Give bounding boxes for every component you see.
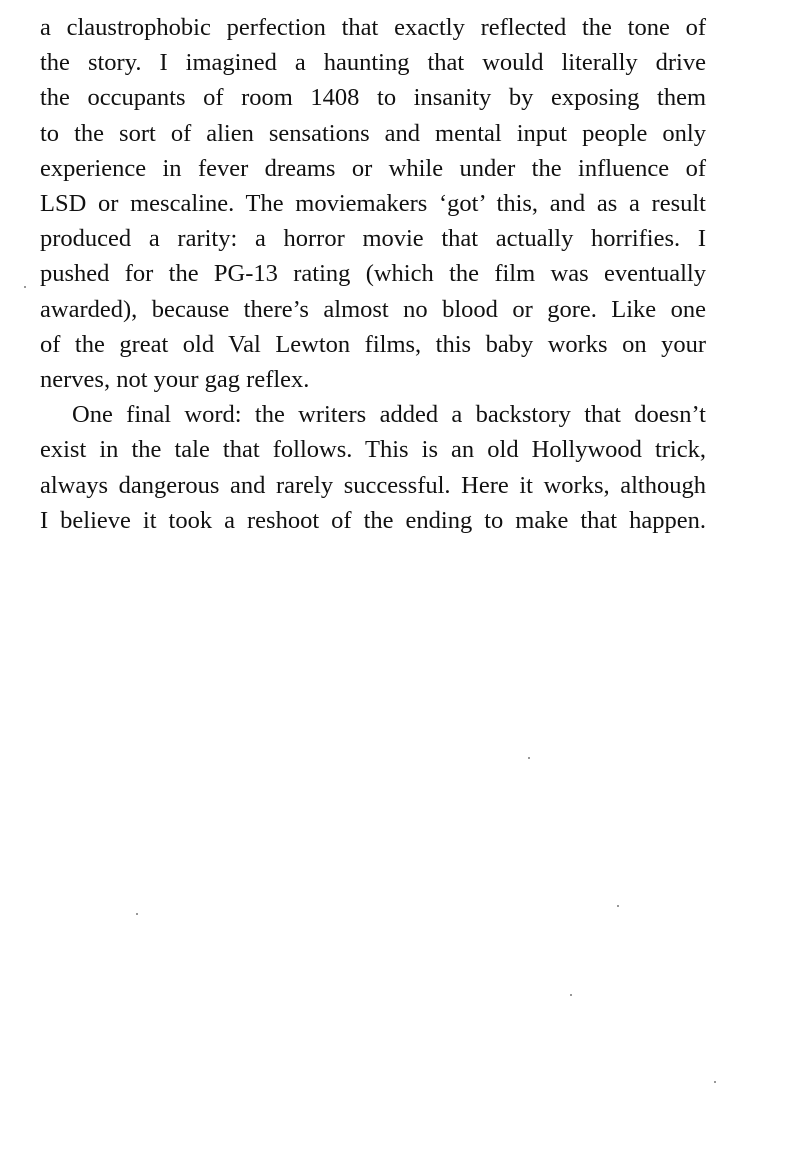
scan-speck bbox=[617, 905, 619, 907]
scan-speck bbox=[136, 913, 138, 915]
text-line: nerves, not your gag reflex. bbox=[40, 366, 310, 394]
text-line: exist in the tale that follows. This is an old Hollywood trick, bbox=[40, 436, 706, 464]
text-line: One final word: the writers added a backstory that doesn’t bbox=[72, 401, 706, 429]
text-line: the story. I imagined a haunting that would literally drive bbox=[40, 49, 706, 77]
scan-speck bbox=[714, 1081, 716, 1083]
scan-speck bbox=[570, 994, 572, 996]
text-line: experience in fever dreams or while under the influence of bbox=[40, 154, 706, 182]
text-line: produced a rarity: a horror movie that actually horrifies. I bbox=[40, 225, 706, 253]
text-line: the occupants of room 1408 to insanity by exposing them bbox=[40, 84, 706, 112]
text-line: I believe it took a reshoot of the ending to make that happen. bbox=[40, 506, 706, 534]
text-line: a claustrophobic perfection that exactly reflected the tone of bbox=[40, 14, 706, 41]
text-line: to the sort of alien sensations and mental input people only bbox=[40, 119, 706, 147]
text-line: always dangerous and rarely successful. Here it works, although bbox=[40, 471, 706, 499]
text-line: LSD or mescaline. The moviemakers ‘got’ this, and as a result bbox=[40, 190, 706, 218]
text-line: awarded), because there’s almost no blood or gore. Like one bbox=[40, 295, 706, 323]
body-text bbox=[40, 10, 706, 538]
paragraph-1 bbox=[40, 10, 706, 397]
paragraph-2 bbox=[40, 397, 706, 538]
scan-speck bbox=[528, 757, 530, 759]
scan-speck bbox=[24, 286, 26, 288]
text-line: of the great old Val Lewton films, this baby works on your bbox=[40, 330, 706, 358]
text-line: pushed for the PG-13 rating (which the film was eventually bbox=[40, 260, 706, 288]
